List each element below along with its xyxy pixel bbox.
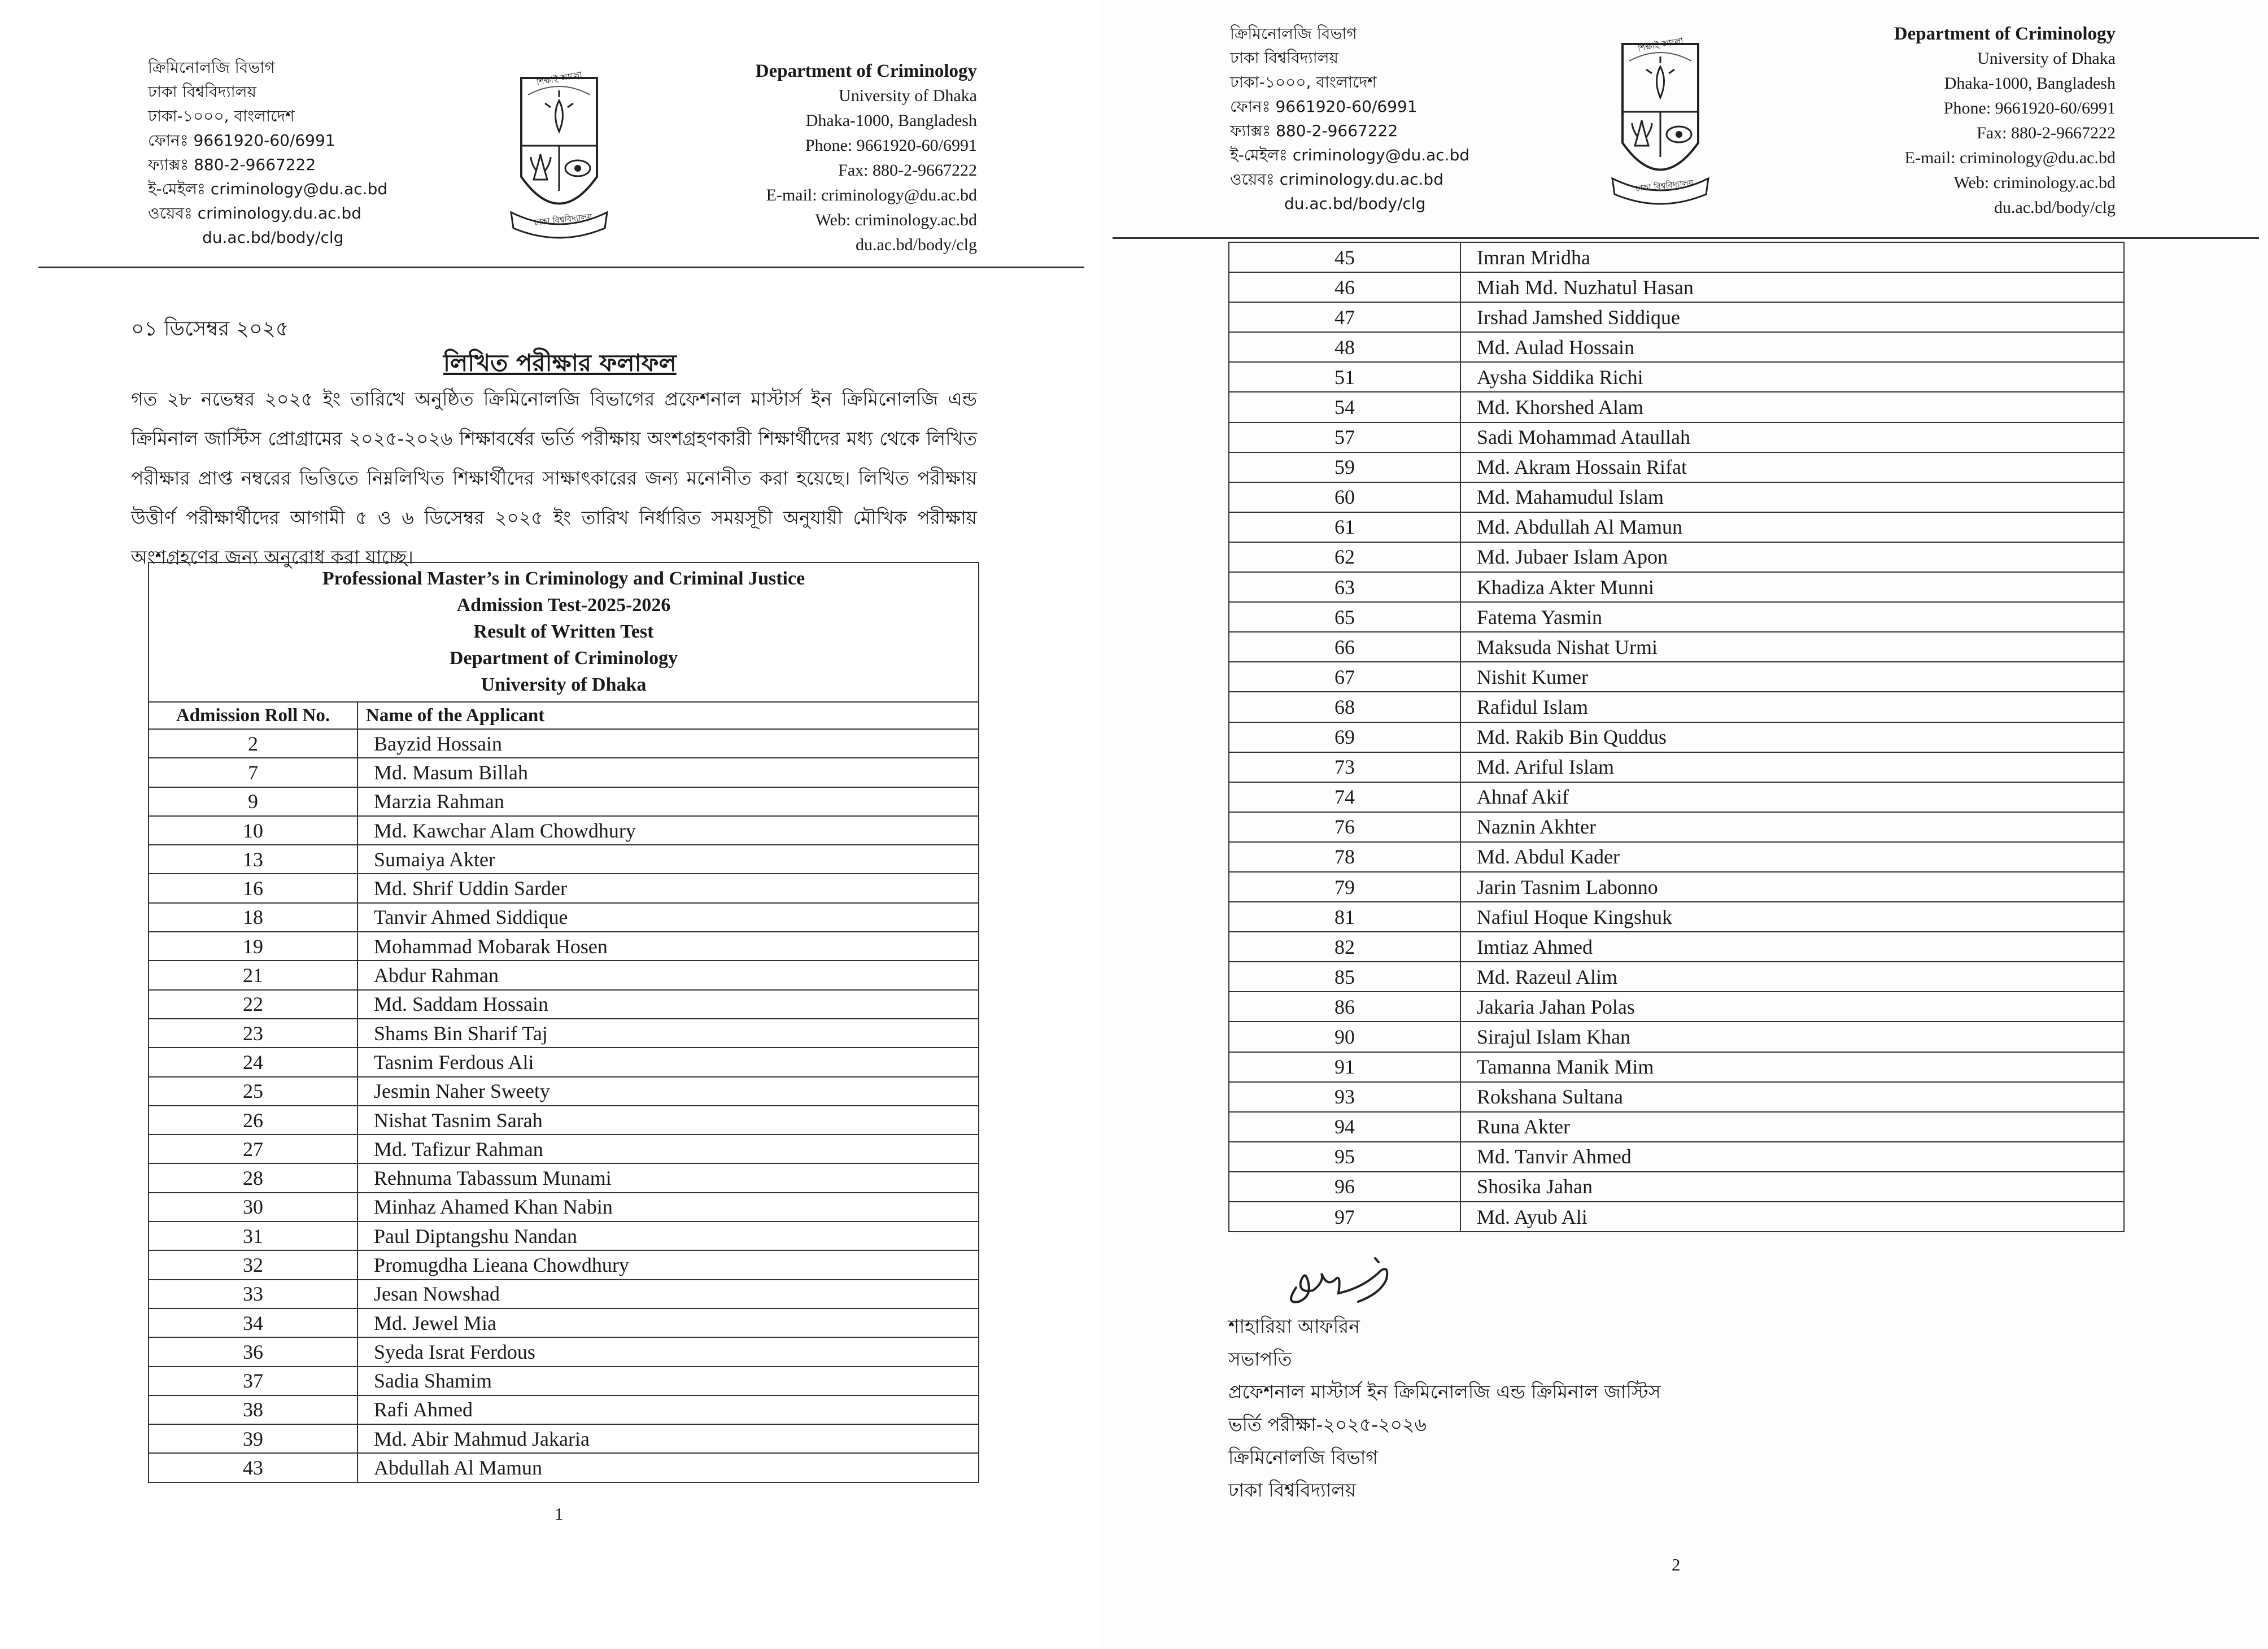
name-cell: Syeda Israt Ferdous [357, 1337, 979, 1366]
roll-cell: 74 [1229, 782, 1460, 812]
table-row [149, 1019, 979, 1048]
table-row [1229, 842, 2124, 872]
lh2-en-address: Dhaka-1000, Bangladesh [1944, 74, 2116, 93]
lh-bn-address: ঢাকা-১০০০, বাংলাদেশ [148, 107, 295, 125]
roll-cell: 39 [149, 1424, 357, 1453]
roll-cell: 96 [1229, 1172, 1460, 1202]
roll-cell: 34 [149, 1308, 357, 1337]
table-row [149, 990, 979, 1019]
caption-result: Result of Written Test [473, 621, 654, 642]
roll-cell: 43 [149, 1453, 357, 1482]
name-cell: Aysha Siddika Richi [1460, 362, 2124, 392]
table-row [1229, 662, 2124, 692]
name-cell: Md. Kawchar Alam Chowdhury [357, 816, 979, 845]
table-row [1229, 1082, 2124, 1112]
seal-top-text-p2: শিক্ষাই আলো [1637, 36, 1684, 54]
roll-cell: 63 [1229, 572, 1460, 602]
name-cell: Md. Tanvir Ahmed [1460, 1142, 2124, 1172]
name-cell: Md. Aulad Hossain [1460, 332, 2124, 362]
name-cell: Md. Abir Mahmud Jakaria [357, 1424, 979, 1453]
lh-en-dept: Department of Criminology [755, 61, 977, 81]
results-table-page1 [148, 562, 979, 1483]
roll-cell: 85 [1229, 962, 1460, 992]
table-row [1229, 572, 2124, 602]
table-row [149, 1250, 979, 1279]
roll-cell: 65 [1229, 602, 1460, 632]
notice-date: ০১ ডিসেম্বর ২০২৫ [131, 317, 289, 341]
table-row [1229, 782, 2124, 812]
roll-cell: 91 [1229, 1052, 1460, 1082]
table-row [1229, 962, 2124, 992]
roll-cell: 46 [1229, 272, 1460, 302]
lh-bn-web: ওয়েবঃ criminology.du.ac.bd [148, 204, 361, 223]
lh2-bn-dept: ক্রিমিনোলজি বিভাগ [1230, 24, 1357, 43]
table-row [149, 1367, 979, 1395]
table-row [149, 1395, 979, 1424]
name-cell: Promugdha Lieana Chowdhury [357, 1250, 979, 1279]
lh-en-email: E-mail: criminology@du.ac.bd [766, 186, 977, 204]
name-cell: Bayzid Hossain [357, 729, 979, 758]
lh-en-fax: Fax: 880-2-9667222 [838, 161, 977, 180]
lh2-en-phone: Phone: 9661920-60/6991 [1943, 99, 2116, 117]
table-row [149, 903, 979, 932]
table-row [149, 1453, 979, 1482]
lh-bn-web2: du.ac.bd/body/clg [202, 228, 344, 247]
table-row [149, 961, 979, 989]
name-cell: Marzia Rahman [357, 787, 979, 816]
roll-cell: 59 [1229, 452, 1460, 482]
roll-cell: 45 [1229, 242, 1460, 272]
table-row [1229, 1052, 2124, 1082]
lh2-bn-web: ওয়েবঃ criminology.du.ac.bd [1230, 170, 1443, 189]
col-header-name: Name of the Applicant [357, 702, 979, 729]
lh-en-web2: du.ac.bd/body/clg [856, 235, 977, 254]
name-cell: Md. Ayub Ali [1460, 1202, 2124, 1232]
table-row [149, 874, 979, 902]
roll-cell: 73 [1229, 752, 1460, 782]
name-cell: Tanvir Ahmed Siddique [357, 903, 979, 932]
table-row [149, 816, 979, 845]
seal-top-text: শিক্ষাই আলো [535, 69, 583, 88]
table-row [1229, 392, 2124, 422]
roll-cell: 10 [149, 816, 357, 845]
signatory-block [1228, 1310, 1661, 1507]
caption-program: Professional Master’s in Criminology and Criminal Justice [322, 568, 805, 589]
name-cell: Shams Bin Sharif Taj [357, 1019, 979, 1048]
table-row [1229, 362, 2124, 392]
name-cell: Md. Khorshed Alam [1460, 392, 2124, 422]
roll-cell: 60 [1229, 482, 1460, 512]
name-cell: Md. Saddam Hossain [357, 990, 979, 1019]
letterhead-bangla [148, 55, 387, 250]
letterhead-bangla-p2 [1230, 21, 1469, 216]
table-header-row [149, 702, 979, 729]
lh-bn-dept: ক্রিমিনোলজি বিভাগ [148, 58, 275, 77]
letterhead-english [756, 59, 977, 258]
name-cell: Md. Tafizur Rahman [357, 1135, 979, 1163]
seal-bottom-text: ঢাকা বিশ্ববিদ্যালয় [534, 211, 593, 228]
roll-cell: 82 [1229, 932, 1460, 962]
table-row [1229, 1142, 2124, 1172]
roll-cell: 33 [149, 1280, 357, 1308]
roll-cell: 78 [1229, 842, 1460, 872]
roll-cell: 51 [1229, 362, 1460, 392]
roll-cell: 38 [149, 1395, 357, 1424]
page-1 [0, 0, 1101, 1649]
table-row [149, 1135, 979, 1163]
name-cell: Abdullah Al Mamun [357, 1453, 979, 1482]
table-row [149, 1106, 979, 1135]
lh-bn-fax: ফ্যাক্সঃ 880-2-9667222 [148, 155, 316, 174]
table-row [1229, 872, 2124, 902]
name-cell: Jarin Tasnim Labonno [1460, 872, 2124, 902]
roll-cell: 19 [149, 932, 357, 961]
roll-cell: 67 [1229, 662, 1460, 692]
roll-cell: 13 [149, 845, 357, 874]
signatory-dept: ক্রিমিনোলজি বিভাগ [1228, 1446, 1378, 1468]
table-row [149, 1308, 979, 1337]
roll-cell: 22 [149, 990, 357, 1019]
table-row [149, 845, 979, 874]
table-row [149, 787, 979, 816]
table-row [1229, 692, 2124, 722]
roll-cell: 9 [149, 787, 357, 816]
table-row [149, 1193, 979, 1222]
roll-cell: 95 [1229, 1142, 1460, 1172]
name-cell: Sumaiya Akter [357, 845, 979, 874]
name-cell: Rafi Ahmed [357, 1395, 979, 1424]
lh2-bn-web2: du.ac.bd/body/clg [1284, 194, 1426, 213]
roll-cell: 61 [1229, 512, 1460, 542]
name-cell: Md. Abdul Kader [1460, 842, 2124, 872]
letterhead-divider [38, 267, 1084, 268]
name-cell: Jesan Nowshad [357, 1280, 979, 1308]
lh2-en-web: Web: criminology.ac.bd [1953, 173, 2116, 192]
name-cell: Rokshana Sultana [1460, 1082, 2124, 1112]
roll-cell: 81 [1229, 902, 1460, 932]
name-cell: Md. Shrif Uddin Sarder [357, 874, 979, 902]
name-cell: Irshad Jamshed Siddique [1460, 302, 2124, 332]
table-row [1229, 1022, 2124, 1052]
roll-cell: 90 [1229, 1022, 1460, 1052]
table-row [1229, 722, 2124, 752]
table-row [149, 729, 979, 758]
name-cell: Mohammad Mobarak Hosen [357, 932, 979, 961]
name-cell: Naznin Akhter [1460, 812, 2124, 842]
table-row [1229, 512, 2124, 542]
signatory-name: শাহারিয়া আফরিন [1228, 1315, 1360, 1337]
name-cell: Fatema Yasmin [1460, 602, 2124, 632]
table-row [1229, 452, 2124, 482]
table-row [1229, 752, 2124, 782]
roll-cell: 36 [149, 1337, 357, 1366]
roll-cell: 32 [149, 1250, 357, 1279]
roll-cell: 69 [1229, 722, 1460, 752]
signatory-univ: ঢাকা বিশ্ববিদ্যালয় [1228, 1479, 1357, 1501]
lh2-en-web2: du.ac.bd/body/clg [1994, 198, 2116, 217]
lh2-bn-univ: ঢাকা বিশ্ববিদ্যালয় [1230, 49, 1339, 67]
roll-cell: 37 [149, 1367, 357, 1395]
name-cell: Maksuda Nishat Urmi [1460, 632, 2124, 662]
name-cell: Abdur Rahman [357, 961, 979, 989]
lh2-en-fax: Fax: 880-2-9667222 [1977, 124, 2116, 142]
caption-univ: University of Dhaka [481, 674, 647, 695]
name-cell: Minhaz Ahamed Khan Nabin [357, 1193, 979, 1222]
lh2-bn-address: ঢাকা-১০০০, বাংলাদেশ [1230, 73, 1377, 91]
table-row [1229, 812, 2124, 842]
name-cell: Khadiza Akter Munni [1460, 572, 2124, 602]
table-row [149, 1163, 979, 1192]
name-cell: Md. Razeul Alim [1460, 962, 2124, 992]
table-row [149, 758, 979, 787]
lh2-en-univ: University of Dhaka [1977, 49, 2116, 68]
lh-en-address: Dhaka-1000, Bangladesh [805, 111, 977, 130]
roll-cell: 62 [1229, 542, 1460, 572]
lh-en-web: Web: criminology.ac.bd [815, 211, 977, 229]
signatory-program: প্রফেশনাল মাস্টার্স ইন ক্রিমিনোলজি এন্ড ক্রিমিনাল জাস্টিস [1228, 1381, 1661, 1403]
name-cell: Rehnuma Tabassum Munami [357, 1163, 979, 1192]
results-table-page2 [1228, 242, 2125, 1232]
roll-cell: 16 [149, 874, 357, 902]
name-cell: Sadia Shamim [357, 1367, 979, 1395]
roll-cell: 2 [149, 729, 357, 758]
name-cell: Md. Jewel Mia [357, 1308, 979, 1337]
name-cell: Nafiul Hoque Kingshuk [1460, 902, 2124, 932]
table-row [149, 1048, 979, 1076]
roll-cell: 47 [1229, 302, 1460, 332]
name-cell: Paul Diptangshu Nandan [357, 1222, 979, 1250]
table-row [1229, 1172, 2124, 1202]
table-row [1229, 332, 2124, 362]
table-row [1229, 602, 2124, 632]
table-row [1229, 482, 2124, 512]
lh-en-univ: University of Dhaka [839, 86, 977, 105]
roll-cell: 24 [149, 1048, 357, 1076]
table-row [149, 1077, 979, 1106]
name-cell: Md. Ariful Islam [1460, 752, 2124, 782]
lh2-bn-fax: ফ্যাক্সঃ 880-2-9667222 [1230, 121, 1398, 140]
roll-cell: 66 [1229, 632, 1460, 662]
table-row [1229, 422, 2124, 452]
roll-cell: 7 [149, 758, 357, 787]
table-row [1229, 1112, 2124, 1142]
roll-cell: 26 [149, 1106, 357, 1135]
roll-cell: 76 [1229, 812, 1460, 842]
table-caption [149, 562, 979, 702]
table-row [1229, 932, 2124, 962]
table-caption-row [149, 562, 979, 702]
page-number-2: 2 [1672, 1555, 1681, 1574]
table-row [1229, 542, 2124, 572]
name-cell: Imtiaz Ahmed [1460, 932, 2124, 962]
name-cell: Imran Mridha [1460, 242, 2124, 272]
name-cell: Shosika Jahan [1460, 1172, 2124, 1202]
seal-bottom-text-p2: ঢাকা বিশ্ববিদ্যালয় [1635, 177, 1694, 194]
roll-cell: 68 [1229, 692, 1460, 722]
table-row [1229, 1202, 2124, 1232]
name-cell: Md. Akram Hossain Rifat [1460, 452, 2124, 482]
table-row [1229, 632, 2124, 662]
lh2-en-email: E-mail: criminology@du.ac.bd [1904, 149, 2116, 167]
lh2-bn-email: ই-মেইলঃ criminology@du.ac.bd [1230, 146, 1470, 164]
roll-cell: 30 [149, 1193, 357, 1222]
letterhead-divider-p2 [1113, 237, 2259, 239]
name-cell: Jakaria Jahan Polas [1460, 992, 2124, 1022]
roll-cell: 86 [1229, 992, 1460, 1022]
table-row [1229, 992, 2124, 1022]
name-cell: Jesmin Naher Sweety [357, 1077, 979, 1106]
name-cell: Runa Akter [1460, 1112, 2124, 1142]
roll-cell: 48 [1229, 332, 1460, 362]
name-cell: Md. Rakib Bin Quddus [1460, 722, 2124, 752]
roll-cell: 93 [1229, 1082, 1460, 1112]
notice-title: লিখিত পরীক্ষার ফলাফল [443, 349, 677, 377]
lh-bn-email: ই-মেইলঃ criminology@du.ac.bd [148, 180, 388, 198]
roll-cell: 57 [1229, 422, 1460, 452]
roll-cell: 21 [149, 961, 357, 989]
table-row [1229, 242, 2124, 272]
table-row [149, 1337, 979, 1366]
table-row [149, 1280, 979, 1308]
roll-cell: 18 [149, 903, 357, 932]
lh-bn-phone: ফোনঃ 9661920-60/6991 [148, 131, 335, 150]
roll-cell: 97 [1229, 1202, 1460, 1232]
lh2-en-dept: Department of Criminology [1894, 24, 2116, 44]
table-row [1229, 902, 2124, 932]
roll-cell: 23 [149, 1019, 357, 1048]
page-number-1: 1 [555, 1504, 564, 1524]
roll-cell: 31 [149, 1222, 357, 1250]
name-cell: Ahnaf Akif [1460, 782, 2124, 812]
name-cell: Tasnim Ferdous Ali [357, 1048, 979, 1076]
name-cell: Sirajul Islam Khan [1460, 1022, 2124, 1052]
table-row [149, 932, 979, 961]
roll-cell: 28 [149, 1163, 357, 1192]
name-cell: Md. Jubaer Islam Apon [1460, 542, 2124, 572]
roll-cell: 79 [1229, 872, 1460, 902]
name-cell: Md. Masum Billah [357, 758, 979, 787]
caption-dept: Department of Criminology [449, 648, 678, 669]
lh-en-phone: Phone: 9661920-60/6991 [805, 136, 977, 155]
roll-cell: 94 [1229, 1112, 1460, 1142]
notice-body: গত ২৮ নভেম্বর ২০২৫ ইং তারিখে অনুষ্ঠিত ক্রিমিনোলজি বিভাগের প্রফেশনাল মাস্টার্স ইন ক্রিমিনোলজি এন্ড ক্রিমিনাল জাস্টিস প্রোগ্রামের ২০২৫-২০২৬ শিক্ষাবর্ষের ভর্তি পরীক্ষায় অংশগ্রহণকারী শিক্ষার্থীদের মধ্য থেকে লিখিত পরীক্ষার প্রাপ্ত নম্বরের ভিত্তিতে নিম্নলিখিত শিক্ষার্থীদের সাক্ষাৎকারের জন্য মনোনীত করা হয়েছে। লিখিত পরীক্ষায় উত্তীর্ণ পরীক্ষার্থীদের আগামী ৫ ও ৬ ডিসেম্বর ২০২৫ ইং তারিখ নির্ধারিত সময়সূচী অনুযায়ী মৌখিক পরীক্ষায় অংশগ্রহণের জন্য অনুরোধ করা যাচ্ছে। [131, 388, 978, 568]
page-2 [1101, 0, 2268, 1649]
name-cell: Tamanna Manik Mim [1460, 1052, 2124, 1082]
name-cell: Miah Md. Nuzhatul Hasan [1460, 272, 2124, 302]
letterhead-english-p2 [1894, 21, 2116, 220]
roll-cell: 54 [1229, 392, 1460, 422]
name-cell: Md. Mahamudul Islam [1460, 482, 2124, 512]
caption-admission: Admission Test-2025-2026 [456, 595, 671, 616]
signature-icon [1273, 1248, 1432, 1316]
col-header-roll: Admission Roll No. [149, 702, 357, 729]
name-cell: Nishit Kumer [1460, 662, 2124, 692]
name-cell: Sadi Mohammad Ataullah [1460, 422, 2124, 452]
name-cell: Nishat Tasnim Sarah [357, 1106, 979, 1135]
lh-bn-univ: ঢাকা বিশ্ববিদ্যালয় [148, 82, 257, 101]
name-cell: Md. Abdullah Al Mamun [1460, 512, 2124, 542]
table-row [149, 1222, 979, 1250]
table-row [1229, 272, 2124, 302]
signatory-role: সভাপতি [1228, 1348, 1292, 1370]
table-row [1229, 302, 2124, 332]
signatory-exam: ভর্তি পরীক্ষা-২০২৫-২০২৬ [1228, 1414, 1427, 1436]
table-row [149, 1424, 979, 1453]
roll-cell: 27 [149, 1135, 357, 1163]
name-cell: Rafidul Islam [1460, 692, 2124, 722]
lh2-bn-phone: ফোনঃ 9661920-60/6991 [1230, 97, 1418, 116]
roll-cell: 25 [149, 1077, 357, 1106]
